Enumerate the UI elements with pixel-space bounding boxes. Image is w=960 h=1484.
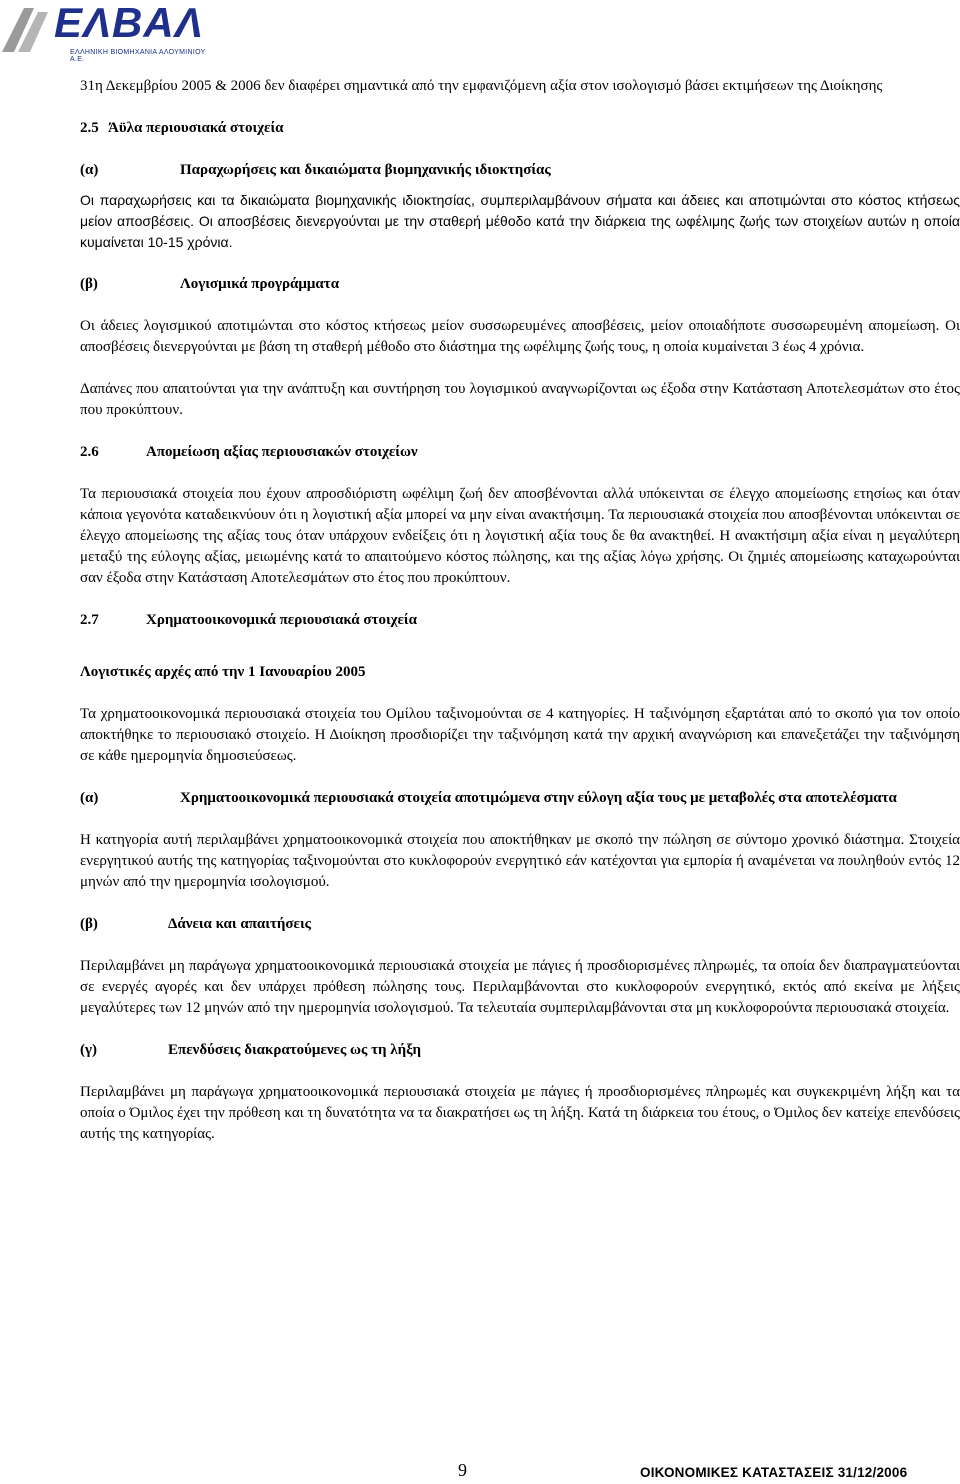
section-number: 2.7 <box>80 612 99 628</box>
section-number: 2.6 <box>80 444 99 460</box>
paragraph: Οι παραχωρήσεις και τα δικαιώματα βιομηχανικής ιδιοκτησίας, συμπεριλαμβάνουν σήματα και άδειες και αποτιμώνται στο κόστος κτήσεως μείον αποσβέσεις. Οι αποσβέσεις διενεργούνται με την σταθερή μέθοδο κατά την διάρκεια της ωφέλιμης ζωής των στοιχείων αυτών η οποία κυμαίνεται 10-15 χρόνια. <box>80 192 960 250</box>
subsection-b-heading <box>80 914 960 935</box>
section-2-5-heading <box>80 118 960 139</box>
section-title: Χρηματοοικονομικά περιουσιακά στοιχεία <box>146 612 417 628</box>
subsection-b-heading <box>80 274 960 295</box>
subsection-title: Δάνεια και απαιτήσεις <box>168 916 311 932</box>
subsection-label: (β) <box>80 276 98 292</box>
section-2-7-heading <box>80 610 960 631</box>
subsection-label: (β) <box>80 916 98 932</box>
logo-subtitle: ΕΛΛΗΝΙΚΗ ΒΙΟΜΗΧΑΝΙΑ ΑΛΟΥΜΙΝΙΟΥ Α.Ε. <box>70 49 206 63</box>
logo-mark-icon <box>0 2 56 54</box>
subsection-title: Λογισμικά προγράμματα <box>180 276 340 292</box>
paragraph: Τα περιουσιακά στοιχεία που έχουν απροσδιόριστη ωφέλιμη ζωή δεν αποσβένονται αλλά υπόκεινται σε έλεγχο απομείωσης ετησίως και όταν κάποια γεγονότα καταδεικνύουν ότι η λογιστική αξία μπορεί να μην είναι ανακτήσιμη. Τα περιουσιακά στοιχεία που αποσβένονται υπόκεινται σε έλεγχο απομείωσης της αξίας τους όταν υπάρχουν ενδείξεις ότι η λογιστική αξία τους δε θα ανακτηθεί. Η ανακτήσιμη αξία είναι η μεγαλύτερη μεταξύ της εύλογης αξίας, μειωμένης κατά το απαιτούμενο κόστος πώλησης, και της αξίας λόγω χρήσης. Οι ζημιές απομείωσης καταχωρούνται σαν έξοδα στην Κατάσταση Αποτελεσμάτων στο έτος που προκύπτουν. <box>80 486 960 586</box>
page-number: 9 <box>458 1460 467 1480</box>
subsection-c-heading <box>80 1040 960 1061</box>
section-title: Άϋλα περιουσιακά στοιχεία <box>108 120 284 136</box>
paragraph: Περιλαμβάνει μη παράγωγα χρηματοοικονομικά περιουσιακά στοιχεία με πάγιες ή προσδιορισμένες πληρωμές και συγκεκριμένη λήξη και τα οποία ο Όμιλος έχει την πρόθεση και τη δυνατότητα να τα διακρατήσει ως τη λήξη. Κατά τη διάρκεια του έτους, ο Όμιλος δεν κατείχε επενδύσεις αυτής της κατηγορίας. <box>80 1084 960 1142</box>
paragraph: Τα χρηματοοικονομικά περιουσιακά στοιχεία του Ομίλου ταξινομούνται σε 4 κατηγορίες. Η ταξινόμηση εξαρτάται από το σκοπό για τον οποίο αποκτήθηκε το περιουσιακό στοιχείο. Η Διοίκηση προσδιορίζει την ταξινόμηση κατά την αρχική αναγνώριση και επανεξετάζει την ταξινόμηση σε κάθε ημερομηνία δημοσιεύσεως. <box>80 706 960 764</box>
logo-text: ΕΛΒΑΛ <box>54 0 204 46</box>
company-logo <box>0 0 220 63</box>
paragraph: Η κατηγορία αυτή περιλαμβάνει χρηματοοικονομικά στοιχεία που αποκτήθηκαν με σκοπό την πώληση σε σύντομο χρονικό διάστημα. Στοιχεία ενεργητικού αυτής της κατηγορίας ταξινομούνται στο κυκλοφορούν ενεργητικό εάν κατέχονται για εμπορία ή αναμένεται να πουληθούν εντός 12 μηνών από την ημερομηνία ισολογισμού. <box>80 832 960 890</box>
paragraph: Δαπάνες που απαιτούνται για την ανάπτυξη και συντήρηση του λογισμικού αναγνωρίζονται ως έξοδα στην Κατάσταση Αποτελεσμάτων στο έτος που προκύπτουν. <box>80 381 960 418</box>
subsection-label: (α) <box>80 162 99 178</box>
subsection-label: (α) <box>80 790 99 806</box>
section-title: Απομείωση αξίας περιουσιακών στοιχείων <box>146 444 418 460</box>
document-body <box>80 76 960 1145</box>
footer-title: ΟΙΚΟΝΟΜΙΚΕΣ ΚΑΤΑΣΤΑΣΕΙΣ 31/12/2006 <box>640 1465 908 1480</box>
paragraph: Οι άδειες λογισμικού αποτιμώνται στο κόστος κτήσεως μείον συσσωρευμένες αποσβέσεις, μείον οποιαδήποτε συσσωρευμένη απομείωση. Οι αποσβέσεις διενεργούνται με βάση τη σταθερή μέθοδο στο διάστημα της ωφέλιμης ζωής τους, η οποία κυμαίνεται 3 έως 4 χρόνια. <box>80 318 960 355</box>
subsection-label: (γ) <box>80 1042 98 1058</box>
subheading: Λογιστικές αρχές από την 1 Ιανουαρίου 2005 <box>80 664 366 680</box>
section-2-6-heading <box>80 442 960 463</box>
subsection-title: Χρηματοοικονομικά περιουσιακά στοιχεία αποτιμώμενα στην εύλογη αξία τους με μεταβολές στα αποτελέσματα <box>180 790 897 806</box>
section-number: 2.5 <box>80 120 99 136</box>
subsection-a-heading <box>80 788 960 809</box>
intro-paragraph: 31η Δεκεμβρίου 2005 & 2006 δεν διαφέρει σημαντικά από την εμφανιζόμενη αξία στον ισολογισμό βάσει εκτιμήσεων της Διοίκησης <box>80 78 883 94</box>
subsection-a-heading <box>80 160 960 181</box>
subsection-title: Επενδύσεις διακρατούμενες ως τη λήξη <box>168 1042 422 1058</box>
paragraph: Περιλαμβάνει μη παράγωγα χρηματοοικονομικά περιουσιακά στοιχεία με πάγιες ή προσδιορισμένες πληρωμές, τα οποία δεν διαπραγματεύονται σε ενεργές αγορές και δεν υπάρχει πρόθεση πώλησης τους. Περιλαμβάνονται στο κυκλοφορούν ενεργητικό, εκτός από εκείνα με λήξεις μεγαλύτερες των 12 μηνών από την ημερομηνία ισολογισμού. Τα τελευταία συμπεριλαμβάνονται στα μη κυκλοφορούντα περιουσιακά στοιχεία. <box>80 958 960 1016</box>
subsection-title: Παραχωρήσεις και δικαιώματα βιομηχανικής ιδιοκτησίας <box>180 162 551 178</box>
